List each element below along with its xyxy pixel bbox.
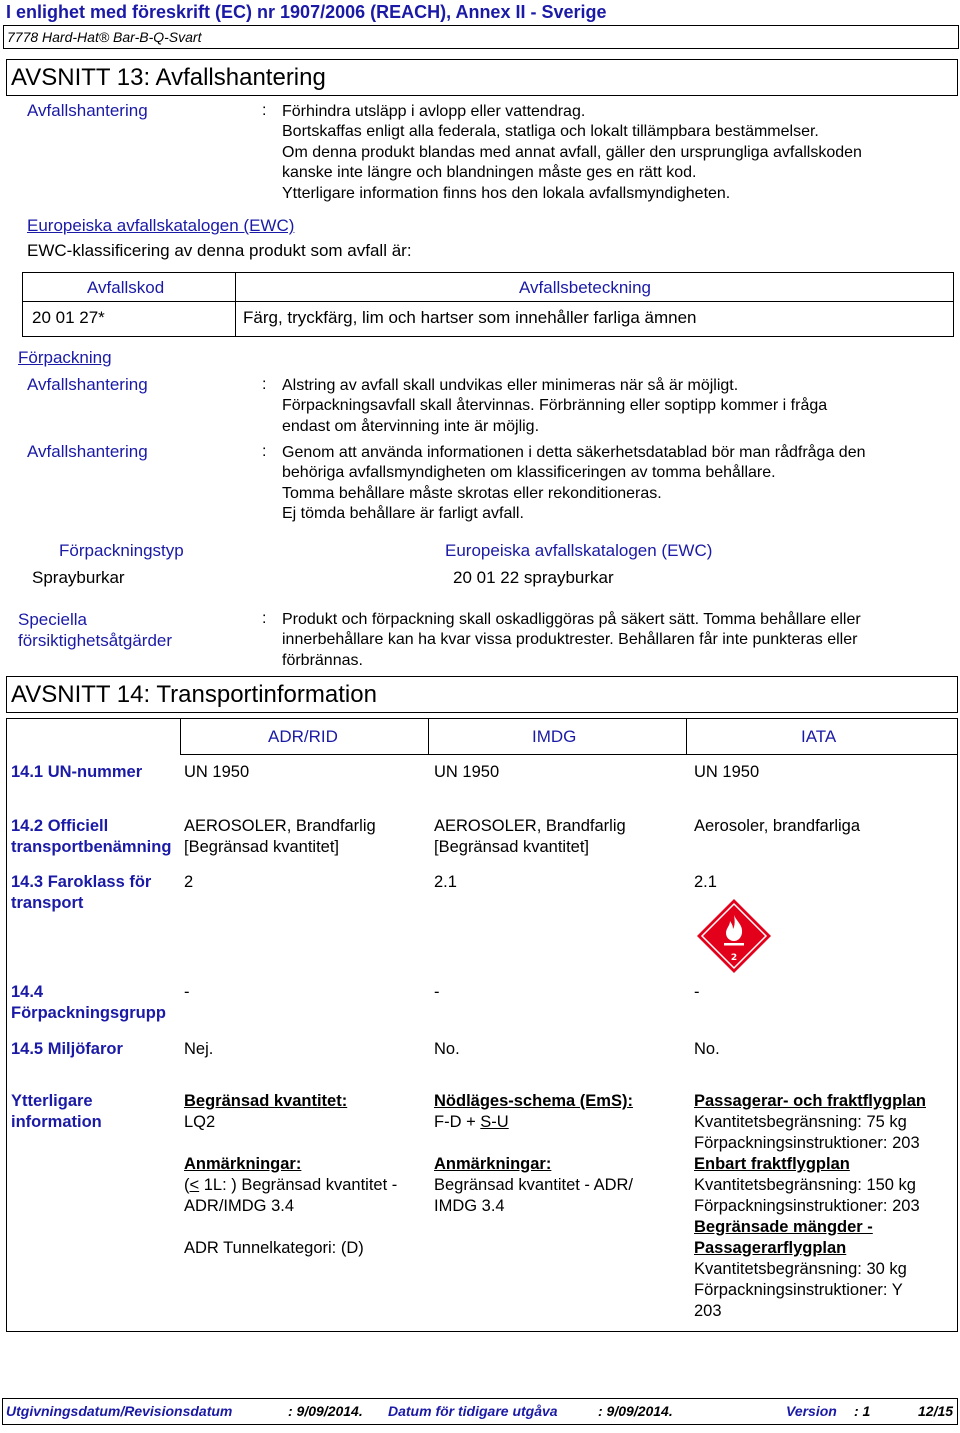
passenger-cargo-heading: Passagerar- och fraktflygplan — [694, 1092, 926, 1110]
environmental-imdg: No. — [434, 1040, 460, 1058]
text-line: behöriga avfallsmyndigheten om klassificeringen av tomma behållare. — [282, 464, 776, 481]
row-hazard-class-label — [11, 872, 151, 914]
text-line: förbrännas. — [282, 652, 363, 669]
label-line: transportbenämning — [11, 838, 172, 856]
cargo-only-heading: Enbart fraktflygplan — [694, 1155, 850, 1173]
label-line: 14.3 Faroklass för — [11, 873, 152, 891]
special-precautions-label — [18, 609, 172, 651]
version-label: Version — [786, 1403, 837, 1419]
shipping-name-adr — [184, 816, 376, 858]
ewc-col-desc: Avfallsbeteckning — [519, 278, 651, 297]
col-imdg: IMDG — [532, 727, 577, 746]
additional-info-adr — [184, 1091, 397, 1259]
label-line: transport — [11, 894, 84, 912]
product-name: 7778 Hard-Hat® Bar-B-Q-Svart — [7, 29, 202, 45]
text-line: endast om återvinning inte är möjlig. — [282, 418, 540, 435]
label-line: 14.2 Officiell — [11, 817, 109, 835]
ems-value: F-D + S-U — [434, 1113, 509, 1131]
ewc-intro: EWC-klassificering av denna produkt som avfall är: — [27, 241, 412, 260]
remarks-heading: Anmärkningar: — [434, 1155, 552, 1173]
ewc-code: 20 01 27* — [32, 308, 105, 327]
info-line: Kvantitetsbegränsning: 150 kg — [694, 1176, 916, 1194]
additional-info-imdg — [434, 1091, 633, 1217]
info-line: Förpackningsinstruktioner: 203 — [694, 1197, 920, 1215]
text-line: innerbehållare kan ha kvar vissa produktrester. Behållaren får inte punkteras eller — [282, 631, 858, 648]
section-13-heading — [6, 59, 958, 96]
text-line: kanske inte längre och blandningen måste ges en rätt kod. — [282, 164, 697, 181]
colon: : — [262, 102, 267, 119]
packaging-heading: Förpackning — [18, 348, 112, 367]
shipping-name-imdg — [434, 816, 626, 858]
row-additional-info-label — [11, 1091, 102, 1133]
ewc-desc: Färg, tryckfärg, lim och hartser som innehåller farliga ämnen — [243, 308, 697, 327]
cell-line: AEROSOLER, Brandfarlig — [434, 817, 626, 835]
cell-line: AEROSOLER, Brandfarlig — [184, 817, 376, 835]
ewc-heading: Europeiska avfallskatalogen (EWC) — [27, 216, 295, 235]
previous-date-label: Datum för tidigare utgåva — [388, 1403, 558, 1419]
additional-info-iata — [694, 1091, 926, 1322]
label-line: Förpackningsgrupp — [11, 1004, 166, 1022]
page-number: 12/15 — [918, 1403, 954, 1419]
label-line: försiktighetsåtgärder — [18, 631, 173, 650]
revision-date-label: Utgivningsdatum/Revisionsdatum — [6, 1403, 233, 1419]
remarks-line: Begränsad kvantitet - ADR/ — [434, 1176, 634, 1194]
tunnel-category: ADR Tunnelkategori: (D) — [184, 1239, 364, 1257]
limited-quantities-heading: Passagerarflygplan — [694, 1239, 847, 1257]
un-number-imdg: UN 1950 — [434, 763, 500, 781]
section-13-title: AVSNITT 13: Avfallshantering — [11, 64, 326, 91]
document-title: I enlighet med föreskrift (EC) nr 1907/2006 (REACH), Annex II - Sverige — [6, 2, 607, 22]
remarks-line: ADR/IMDG 3.4 — [184, 1197, 295, 1215]
text-line: Ytterligare information finns hos den lokala avfallsmyndigheten. — [282, 185, 731, 202]
ems-heading: Nödläges-schema (EmS): — [434, 1092, 633, 1110]
label-line: 14.4 — [11, 983, 44, 1001]
cell-line: [Begränsad kvantitet] — [434, 838, 590, 856]
waste-handling-label: Avfallshantering — [27, 101, 148, 120]
limited-quantity-heading: Begränsad kvantitet: — [184, 1092, 348, 1110]
info-line: Förpackningsinstruktioner: Y — [694, 1281, 903, 1299]
label-line: Ytterligare — [11, 1092, 93, 1110]
colon: : — [262, 610, 267, 627]
remarks-heading: Anmärkningar: — [184, 1155, 302, 1173]
col-iata: IATA — [801, 727, 837, 746]
remarks-line: IMDG 3.4 — [434, 1197, 505, 1215]
info-line: Förpackningsinstruktioner: 203 — [694, 1134, 920, 1152]
revision-date-value: : 9/09/2014. — [288, 1403, 363, 1419]
text-line: Produkt och förpackning skall oskadliggöras på säkert sätt. Tomma behållare eller — [282, 611, 861, 628]
packing-group-adr: - — [184, 983, 190, 1001]
info-line: Kvantitetsbegränsning: 75 kg — [694, 1113, 907, 1131]
row-environmental-label: 14.5 Miljöfaror — [11, 1040, 123, 1058]
environmental-adr: Nej. — [184, 1040, 214, 1058]
row-packing-group-label — [11, 982, 166, 1024]
text-line: Om denna produkt blandas med annat avfall, gäller den ursprungliga avfallskoden — [282, 144, 862, 161]
text-line: Förpackningsavfall skall återvinnas. Förbränning eller soptipp kommer i fråga — [282, 397, 828, 414]
section-14-heading — [6, 676, 958, 713]
label-line: Speciella — [18, 610, 87, 629]
remarks-line: (< 1L: ) Begränsad kvantitet - — [184, 1176, 398, 1194]
row-shipping-name-label — [11, 816, 171, 858]
hazard-class-iata: 2.1 — [694, 873, 717, 891]
row-un-number-label: 14.1 UN-nummer — [11, 763, 143, 781]
product-name-box — [3, 25, 959, 49]
flammable-gas-pictogram-icon — [696, 898, 772, 974]
hazard-class-adr: 2 — [184, 873, 194, 891]
colon: : — [262, 443, 267, 460]
pack-col-ewc: Europeiska avfallskatalogen (EWC) — [445, 541, 713, 560]
hazard-class-number: 2 — [730, 953, 738, 963]
hazard-class-imdg: 2.1 — [434, 873, 457, 891]
packaging-waste-label: Avfallshantering — [27, 375, 148, 394]
label-line: information — [11, 1113, 102, 1131]
previous-date-value: : 9/09/2014. — [598, 1403, 673, 1419]
limited-quantities-heading: Begränsade mängder - — [694, 1218, 873, 1236]
colon: : — [262, 376, 267, 393]
environmental-iata: No. — [694, 1040, 720, 1058]
un-number-iata: UN 1950 — [694, 763, 760, 781]
text-line: Alstring av avfall skall undvikas eller minimeras när så är möjligt. — [282, 377, 739, 394]
un-number-adr: UN 1950 — [184, 763, 250, 781]
packing-group-iata: - — [694, 983, 700, 1001]
shipping-name-iata: Aerosoler, brandfarliga — [694, 817, 861, 835]
text-line: Ej tömda behållare är farligt avfall. — [282, 505, 524, 522]
section-14-title: AVSNITT 14: Transportinformation — [11, 681, 377, 708]
info-line: Kvantitetsbegränsning: 30 kg — [694, 1260, 907, 1278]
text-line: Bortskaffas enligt alla federala, statliga och lokalt tillämpbara bestämmelser. — [282, 123, 819, 140]
limited-quantity-value: LQ2 — [184, 1113, 216, 1131]
info-line: 203 — [694, 1302, 722, 1320]
col-adr-rid: ADR/RID — [268, 727, 338, 746]
pack-ewc-code: 20 01 22 sprayburkar — [453, 568, 614, 587]
packing-group-imdg: - — [434, 983, 440, 1001]
version-value: : 1 — [854, 1403, 871, 1419]
text-line: Tomma behållare måste skrotas eller rekonditioneras. — [282, 485, 662, 502]
text-line: Genom att använda informationen i detta säkerhetsdatablad bör man rådfråga den — [282, 444, 866, 461]
text-line: Förhindra utsläpp i avlopp eller vattendrag. — [282, 103, 586, 120]
pack-type: Sprayburkar — [32, 568, 125, 587]
pack-col-type: Förpackningstyp — [59, 541, 184, 560]
ewc-col-code: Avfallskod — [87, 278, 165, 297]
cell-line: [Begränsad kvantitet] — [184, 838, 340, 856]
packaging-waste-label-2: Avfallshantering — [27, 442, 148, 461]
